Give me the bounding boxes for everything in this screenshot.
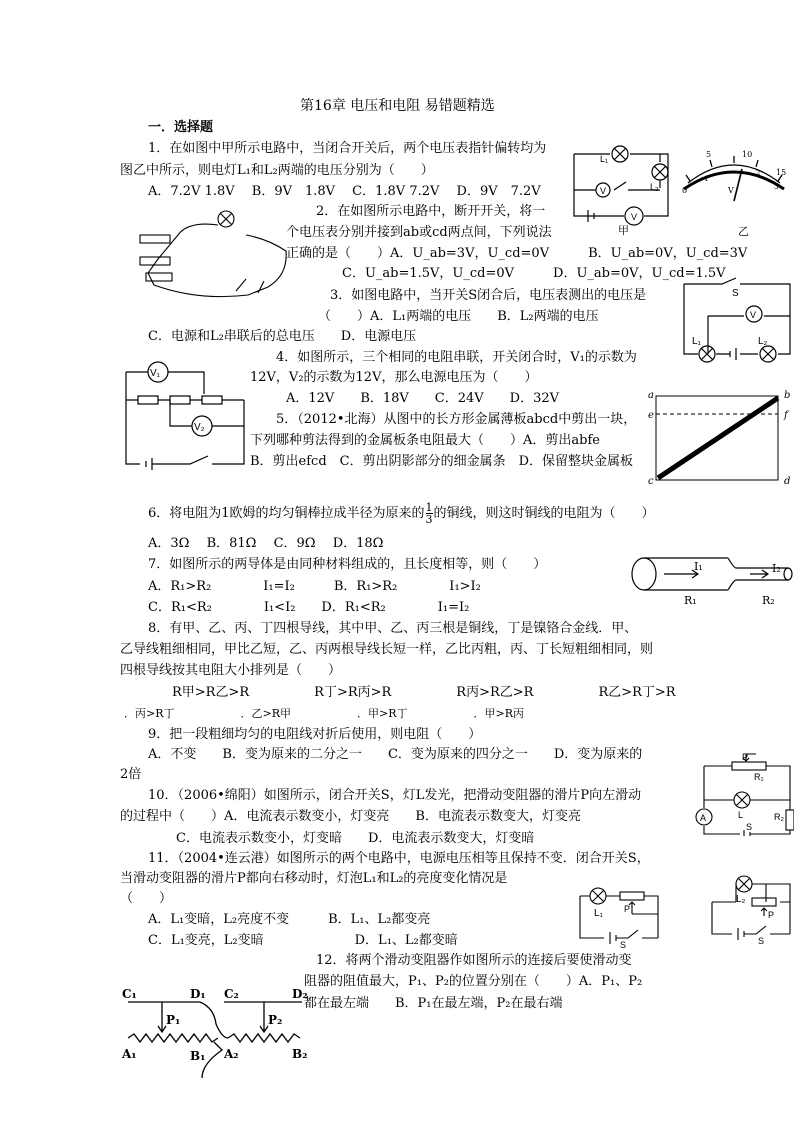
fig1-v-label: V [600,186,607,196]
fig10-ammeter-label: A [700,813,707,823]
q6-fraction [426,502,433,525]
fig1b-caption: 乙 [738,225,749,238]
rheo-b2-label: B₂ [292,1047,308,1061]
q3-line-2: （ ）A．L₁两端的电压 B．L₂两端的电压 [318,309,599,324]
fig11-p2-label: P [768,910,775,920]
dial-mark-0: 0 [682,186,688,195]
plate-corner-c: c [648,476,654,486]
dial-mark-3: 3 [774,183,779,191]
fig4-v1-label: V₁ [150,368,161,379]
fig3-s-label: S [732,288,739,299]
q3-line-3: C．电源和L₂串联后的总电压 D．电源电压 [148,329,417,344]
q5-line-3: B．剪出efcd C．剪出阴影部分的细金属条 D．保留整块金属板 [250,454,634,469]
dial-mark-2: 2 [756,169,761,177]
q4-options: A．12V B．18V C．24V D．32V [286,391,560,406]
fig10-r1-label: R₁ [754,772,764,782]
fig7-i1-label: I₁ [694,560,703,573]
q11-circuit-left [574,880,670,950]
rheo-b1-label: B₁ [190,1049,206,1063]
q10-line-2: 的过程中（ ）A．电流表示数变小，灯变亮 B．电流表示数变大，灯变亮 [120,809,581,824]
q12-line-2: 阻器的阻值最大，P₁、P₂的位置分别在（ ）A．P₁、P₂ [304,974,643,989]
q4-line-2: 12V，V₂的示数为12V，那么电源电压为（ ） [250,370,538,385]
q2-line-4: C．U_ab=1.5V，U_cd=0V D．U_ab=0V，U_cd=1.5V [342,266,726,281]
q2-line-3: 正确的是（ ）A．U_ab=3V，U_cd=0V B．U_ab=0V，U_cd=3V [286,246,748,261]
fig1-l1-label: L₁ [600,154,609,164]
q4-circuit-figure [120,354,252,472]
fig11-l2-label: L₂ [736,894,746,905]
q9-line-3: 2倍 [120,767,142,782]
q2-line-2: 个电压表分别并接到ab或cd两点间，下列说法 [286,225,552,240]
q7-conductor-figure [628,554,794,608]
q1-circuit-figure [568,138,676,240]
q11-options-1: A．L₁变暗，L₂亮度不变 B．L₁、L₂都变亮 [148,912,431,927]
q12-line-1: 12．将两个滑动变阻器作如图所示的连接后要使滑动变 [316,953,632,968]
rheo-c2-label: C₂ [224,987,239,1001]
dial-mark-10: 10 [742,150,753,159]
q8-line-1: 8．有甲、乙、丙、丁四根导线，其中甲、乙、丙三根是铜线，丁是镍铬合金线．甲、 [148,621,638,636]
fig10-p-label: P [742,752,749,762]
q7-line-2: A．R₁>R₂ I₁=I₂ B．R₁>R₂ I₁>I₂ [148,579,481,594]
fig7-i2-label: I₂ [772,562,781,575]
plate-corner-b: b [784,390,791,401]
q1-line-1: 1．在如图中甲所示电路中，当闭合开关后，两个电压表指针偏转均为 [148,141,547,156]
q6-fraction-den: 3 [425,513,433,526]
q5-metal-plate-figure [646,386,794,486]
dial-mark-15: 15 [776,168,787,177]
fig4-v2-label: V₂ [194,422,205,433]
q11-line-1: 11．（2004•连云港）如图所示的两个电路中，电源电压相等且保持不变．闭合开关S， [148,851,650,866]
fig7-r1-label: R₁ [684,594,697,607]
q5-line-1: 5．（2012•北海）从图中的长方形金属薄板abcd中剪出一块， [276,412,637,427]
q10-line-3: C．电流表示数变小，灯变暗 D．电流表示数变大，灯变暗 [176,831,535,846]
q8-options-line-1: R甲>R乙>R R丁>R丙>R R丙>R乙>R R乙>R丁>R [172,685,676,700]
q11-options-2: C．L₁变亮，L₂变暗 D．L₁、L₂都变暗 [148,933,458,948]
q10-line-1: 10．（2006•绵阳）如图所示，闭合开关S，灯L发光，把滑动变阻器的滑片P向左滑动 [148,788,642,803]
rheo-d1-label: D₁ [190,987,206,1001]
fig3-l1-label: L₁ [692,336,701,347]
fig10-l-label: L [738,810,744,820]
q6-text-pre: 6．将电阻为1欧姆的均匀铜棒拉成半径为原来的 [148,506,425,521]
q1-line-2: 图乙中所示，则电灯L₁和L₂两端的电压分别为（ ） [120,163,434,178]
rheo-d2-label: D₂ [292,987,308,1001]
q9-line-2: A．不变 B．变为原来的二分之一 C．变为原来的四分之一 D．变为原来的 [148,747,643,762]
q11-circuit-right [706,872,794,946]
q12-line-3: 都在最左端 B．P₁在最左端，P₂在最右端 [304,996,563,1011]
page-title: 第16章 电压和电阻 易错题精选 [300,98,495,114]
rheo-a1-label: A₁ [122,1047,137,1061]
q8-line-3: 四根导线按其电阻大小排列是（ ） [120,663,342,678]
fig1-l2-label: L₂ [650,182,659,192]
q11-line-2: 当滑动变阻器的滑片P都向右移动时，灯泡L₁和L₂的亮度变化情况是 [120,871,508,886]
fig11-l1-label: L₁ [594,908,603,919]
plate-corner-d: d [784,476,791,486]
fig3-l2-label: L₂ [758,336,768,347]
rheo-a2-label: A₂ [224,1047,239,1061]
q6-options: A．3Ω B．81Ω C．9Ω D．18Ω [148,536,384,551]
q12-rheostat-figure [118,968,316,1092]
q6-text-post: 的铜线，则这时铜线的电阻为（ ） [433,506,655,521]
q3-circuit-figure [678,276,794,370]
q6-fraction-num: 1 [425,501,433,514]
plate-point-f: f [784,410,788,421]
section-heading: 一．选择题 [148,120,214,135]
dial-mark-5: 5 [706,150,712,159]
q8-line-2: 乙导线粗细相同，甲比乙短，乙、丙两根导线长短一样，乙比丙粗，丙、丁长短粗细相同，则 [120,642,654,657]
q7-line-1: 7．如图所示的两导体是由同种材料组成的，且长度相等，则（ ） [148,557,547,572]
fig7-r2-label: R₂ [762,594,775,607]
fig11-s2-label: S [758,936,765,946]
q9-line-1: 9．把一段粗细均匀的电阻线对折后使用，则电阻（ ） [148,727,482,742]
fig11-p1-label: P [624,904,631,914]
dial-v-label: V [728,186,734,195]
q5-line-2: 下列哪种剪法得到的金属板条电阻最大（ ）A．剪出abfe [250,433,600,448]
q1-voltmeter-dial [676,145,794,240]
fig3-v-label: V [750,310,757,320]
q4-line-1: 4．如图所示，三个相同的电阻串联，开关闭合时，V₁的示数为 [276,350,637,365]
fig10-s-label: S [746,822,753,832]
q10-circuit-figure [694,750,794,836]
rheo-p1-label: P₁ [166,1013,181,1027]
rheo-p2-label: P₂ [268,1013,283,1027]
plate-point-e: e [648,410,654,421]
fig10-r2-label: R₂ [774,812,784,822]
q3-line-1: 3．如图电路中，当开关S闭合后，电压表测出的电压是 [330,288,647,303]
rheo-c1-label: C₁ [122,987,137,1001]
q2-line-1: 2．在如图所示电路中，断开开关，将一 [316,204,546,219]
q8-options-line-2: ．丙>R丁 ．乙>R甲 ．甲>R丁 ．甲>R丙 [124,707,524,720]
q6-line-1 [148,502,655,525]
q7-line-3: C．R₁<R₂ I₁<I₂ D．R₁<R₂ I₁=I₂ [148,600,470,615]
dial-mark-1: 1 [704,175,709,183]
fig11-s1-label: S [620,940,627,950]
q11-line-3: （ ） [120,891,173,906]
fig1-caption: 甲 [618,224,629,237]
fig1-v2-label: V [631,212,638,222]
plate-corner-a: a [648,390,654,401]
q1-options: A．7.2V 1.8V B．9V 1.8V C．1.8V 7.2V D．9V 7.2V [148,184,541,199]
q2-circuit-figure [118,205,298,305]
